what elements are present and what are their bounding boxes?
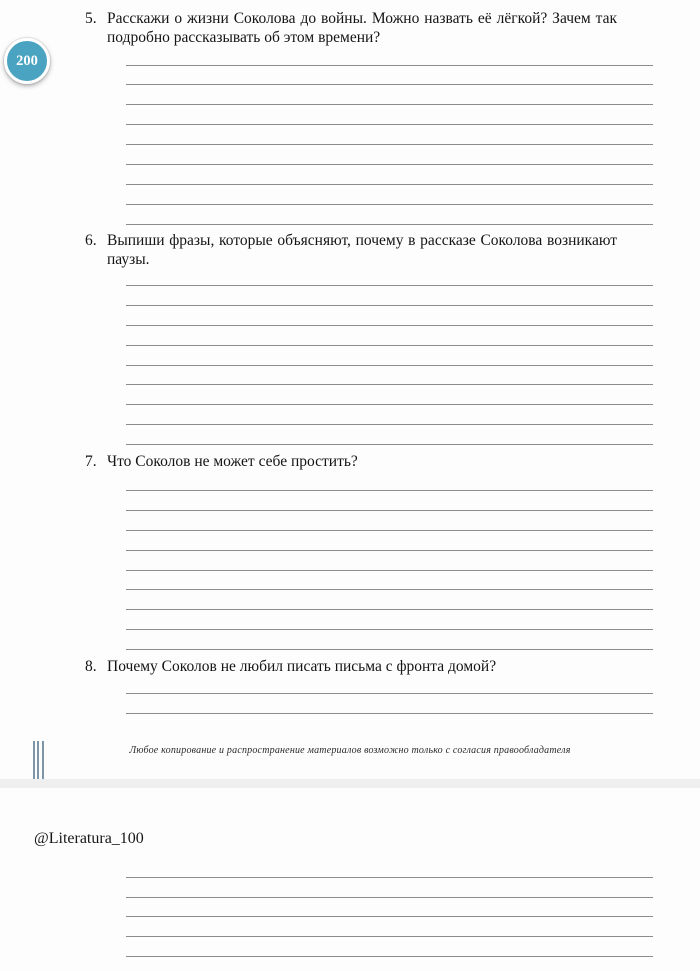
question-item-6 (85, 232, 655, 464)
answer-line (126, 124, 653, 144)
answer-line (126, 570, 653, 590)
answer-line (126, 424, 653, 444)
answer-line (126, 384, 653, 404)
question-head (85, 10, 655, 47)
answer-line (126, 589, 653, 609)
answer-line (126, 877, 653, 897)
question-number: 6. (85, 232, 97, 249)
answer-line (126, 550, 653, 570)
answer-line (126, 164, 653, 184)
answer-line (126, 404, 653, 424)
answer-line (126, 144, 653, 164)
question-item-8 (85, 658, 655, 733)
question-text: Что Соколов не может себе простить? (107, 453, 358, 470)
social-handle: @Literatura_100 (34, 830, 144, 847)
answer-line (126, 325, 653, 345)
question-head (85, 453, 655, 472)
question-text: Выпиши фразы, которые объясняют, почему в рассказе Соколова возникают паузы. (107, 232, 617, 268)
answer-line (126, 65, 653, 85)
answer-line (126, 305, 653, 325)
answer-line (126, 713, 653, 733)
question-number: 8. (85, 658, 97, 675)
answer-line (126, 184, 653, 204)
question-head (85, 232, 655, 269)
page-number-badge (4, 38, 50, 84)
answer-lines (126, 65, 653, 244)
bottom-answer-lines (126, 877, 653, 971)
answer-line (126, 510, 653, 530)
answer-line (126, 490, 653, 510)
answer-line (126, 693, 653, 713)
answer-line (126, 609, 653, 629)
answer-line (126, 897, 653, 917)
answer-line (126, 204, 653, 224)
question-text: Расскажи о жизни Соколова до войны. Можно назвать её лёгкой? Зачем так подробно рассказывать об этом времени? (107, 10, 617, 46)
answer-line (126, 530, 653, 550)
question-item-7 (85, 453, 655, 669)
answer-line (126, 916, 653, 936)
answer-line (126, 629, 653, 649)
answer-lines (126, 693, 653, 733)
answer-line (126, 936, 653, 956)
question-number: 7. (85, 453, 97, 470)
question-head (85, 658, 655, 677)
answer-line (126, 345, 653, 365)
answer-line (126, 956, 653, 971)
copyright-note: Любое копирование и распространение материалов возможно только с согласия правообладателя (129, 745, 571, 756)
page-edge-divider (0, 779, 700, 788)
answer-line (126, 285, 653, 305)
answer-line (126, 84, 653, 104)
question-number: 5. (85, 10, 97, 27)
answer-line (126, 104, 653, 124)
answer-line (126, 365, 653, 385)
question-item-5 (85, 10, 655, 244)
page-number: 200 (16, 52, 38, 69)
question-text: Почему Соколов не любил писать письма с фронта домой? (107, 658, 497, 675)
answer-lines (126, 285, 653, 464)
answer-lines (126, 490, 653, 669)
